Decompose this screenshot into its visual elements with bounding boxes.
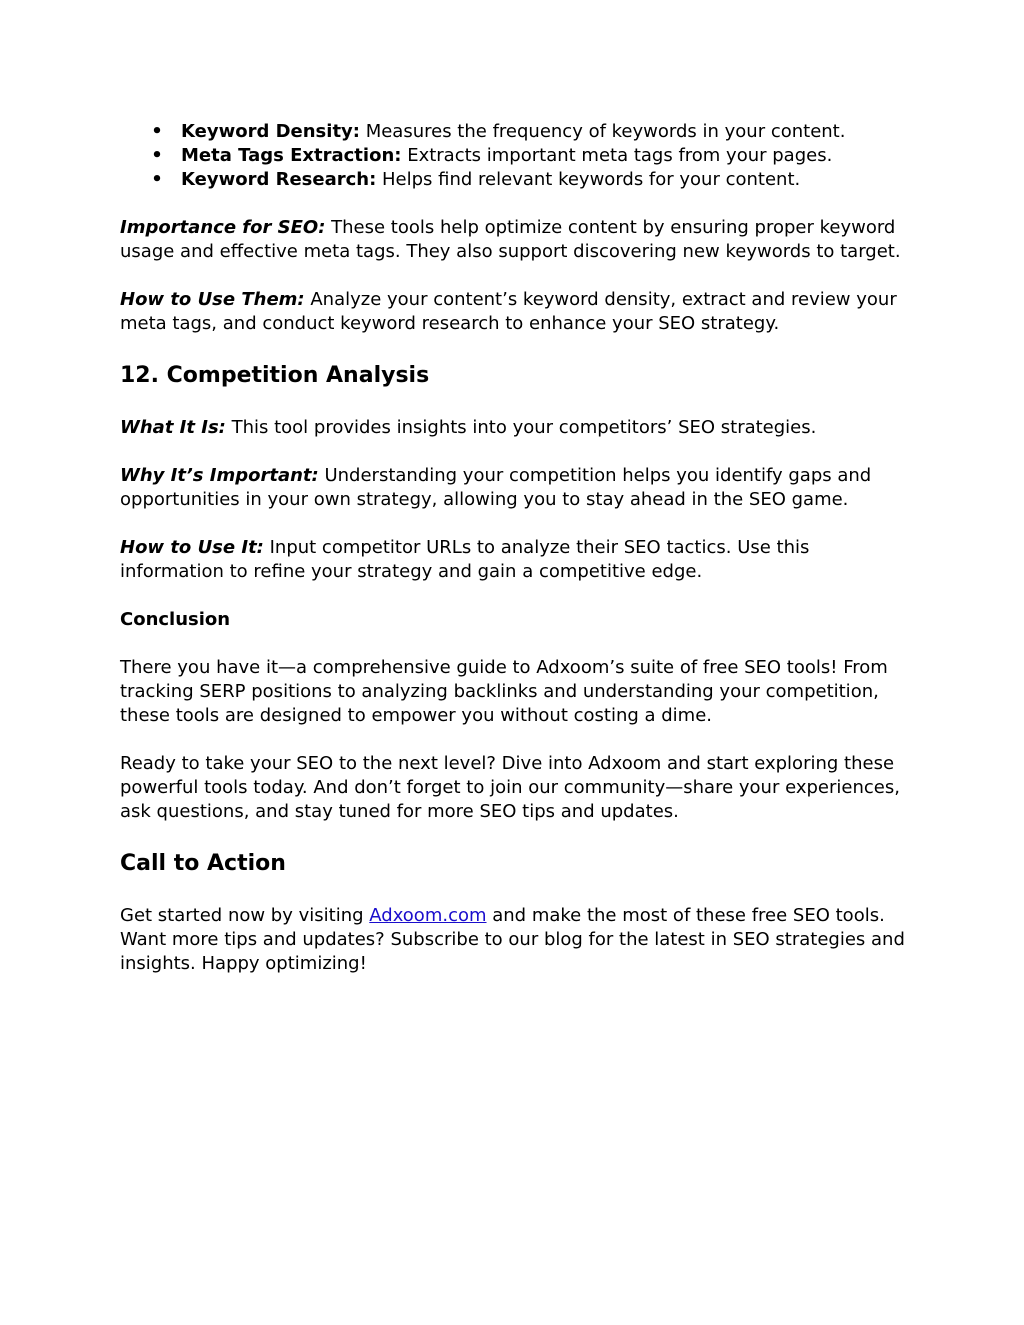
why-important-text: Understanding your competition helps you identify gaps and opportunities in your own strategy, allowing you to stay ahead in the SEO game. xyxy=(120,465,872,510)
how-to-use-them-lead: How to Use Them: xyxy=(120,289,305,310)
bullet-icon: • xyxy=(151,145,163,166)
call-to-action-paragraph xyxy=(120,904,910,976)
list-item xyxy=(120,168,910,192)
why-important-lead: Why It’s Important: xyxy=(120,465,319,486)
conclusion-paragraph-2: Ready to take your SEO to the next level? Dive into Adxoom and start exploring these powerful tools today. And don’t forget to join our community—share your experiences, ask questions, and stay tuned for more SEO tips and updates. xyxy=(120,753,900,822)
call-to-action-heading: Call to Action xyxy=(120,851,286,876)
how-to-use-it-text: Input competitor URLs to analyze their SEO tactics. Use this information to refine your strategy and gain a competitive edge. xyxy=(120,537,810,582)
bullet-term: Meta Tags Extraction: xyxy=(181,145,402,166)
what-it-is-lead: What It Is: xyxy=(120,417,226,438)
bullet-term: Keyword Research: xyxy=(181,169,377,190)
list-item xyxy=(120,120,910,144)
importance-paragraph xyxy=(120,216,910,264)
adxoom-link[interactable]: Adxoom.com xyxy=(369,905,487,926)
bullet-text: Extracts important meta tags from your pages. xyxy=(401,145,833,166)
cta-text-after-link: and make the most of these free SEO tools. Want more tips and updates? Subscribe to our blog for the latest in SEO strategies and insights. Happy optimizing! xyxy=(120,905,905,974)
bullet-icon: • xyxy=(151,121,163,142)
how-to-use-them-text: Analyze your content’s keyword density, extract and review your meta tags, and conduct keyword research to enhance your SEO strategy. xyxy=(120,289,897,334)
document-page xyxy=(120,120,910,976)
bullet-text: Helps find relevant keywords for your content. xyxy=(376,169,801,190)
how-to-use-them-paragraph xyxy=(120,288,910,336)
cta-text-before-link: Get started now by visiting xyxy=(120,905,370,926)
importance-lead: Importance for SEO: xyxy=(120,217,326,238)
feature-bullet-list xyxy=(120,120,910,192)
list-item xyxy=(120,144,910,168)
what-it-is-text: This tool provides insights into your competitors’ SEO strategies. xyxy=(225,417,817,438)
bullet-term: Keyword Density: xyxy=(181,121,360,142)
importance-text: These tools help optimize content by ensuring proper keyword usage and effective meta tags. They also support discovering new keywords to target. xyxy=(120,217,901,262)
bullet-icon: • xyxy=(151,169,163,190)
how-to-use-it-paragraph xyxy=(120,536,910,584)
why-important-paragraph xyxy=(120,464,910,512)
conclusion-heading: Conclusion xyxy=(120,609,231,630)
conclusion-paragraph-1: There you have it—a comprehensive guide to Adxoom’s suite of free SEO tools! From tracking SERP positions to analyzing backlinks and understanding your competition, these tools are designed to empower you without costing a dime. xyxy=(120,657,888,726)
what-it-is-paragraph xyxy=(120,416,910,440)
bullet-text: Measures the frequency of keywords in your content. xyxy=(359,121,846,142)
how-to-use-it-lead: How to Use It: xyxy=(120,537,264,558)
competition-analysis-heading: 12. Competition Analysis xyxy=(120,363,430,388)
